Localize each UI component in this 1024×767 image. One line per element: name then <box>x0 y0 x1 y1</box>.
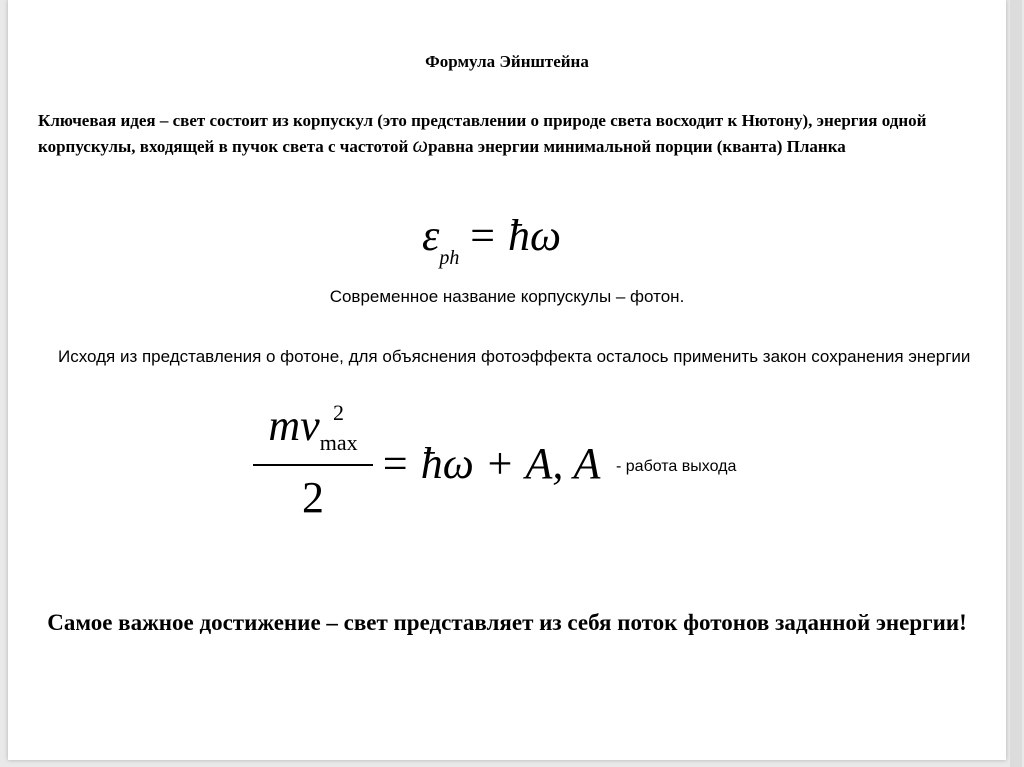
formula1-rhs: = ħω <box>467 211 562 260</box>
photon-energy-formula <box>422 210 562 269</box>
fraction-denominator: 2 <box>302 473 324 522</box>
modern-name-text: Современное название корпускулы – фотон. <box>329 287 685 306</box>
mv-term: mv <box>268 401 320 450</box>
slide-title: Формула Эйнштейна <box>425 52 589 71</box>
scrollbar[interactable] <box>1010 0 1022 767</box>
epsilon-symbol: ε <box>422 211 440 260</box>
max-subscript: max <box>319 430 358 455</box>
einstein-equation-rhs: = ħω + A, A <box>380 439 601 488</box>
ph-subscript: ph <box>439 247 460 269</box>
kinetic-energy-fraction <box>253 400 373 523</box>
fraction-bar <box>253 464 373 466</box>
work-function-label: - работа выхода <box>616 458 737 475</box>
conclusion-text: Самое важное достижение – свет представляет из себя поток фотонов заданной энергии! <box>47 610 967 635</box>
key-idea-paragraph <box>38 108 988 160</box>
photon-paragraph: Исходя из представления о фотоне, для объяснения фотоэффекта осталось применить закон сохранения энергии <box>58 347 971 366</box>
key-idea-text-end: равна энергии минимальной порции (кванта) Планка <box>428 137 846 156</box>
slide <box>8 0 1006 760</box>
key-idea-text: Ключевая идея – свет состоит из корпускул (это представлении о природе света восходит к Нютону), энергия одной корпускулы, входящей в пучок света с частотой <box>38 111 927 156</box>
fraction-numerator <box>253 400 373 460</box>
omega-symbol: ω <box>412 132 429 157</box>
squared-superscript: 2 <box>333 400 344 425</box>
